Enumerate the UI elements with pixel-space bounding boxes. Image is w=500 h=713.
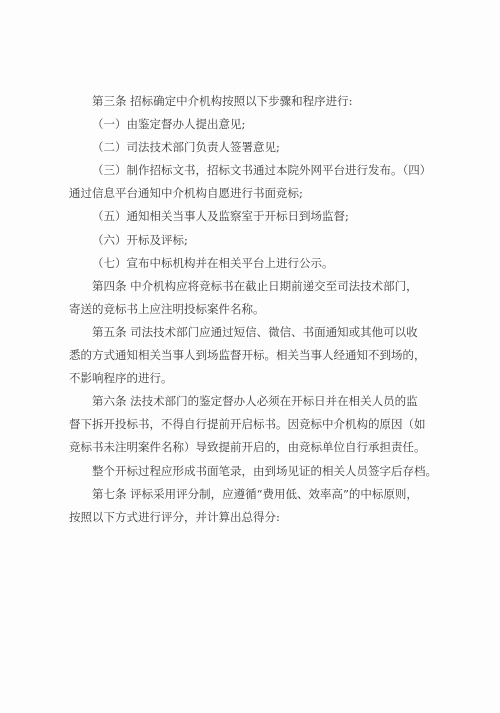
article-3-item-5: （五）通知相关当事人及监察室于开标日到场监督; — [92, 209, 349, 224]
article-4-line-2: 寄送的竞标书上应注明投标案件名称。 — [69, 301, 265, 316]
article-3-item-1: （一）由鉴定督办人提出意见; — [92, 117, 246, 132]
article-5-line-1: 第五条 司法技术部门应通过短信、微信、书面通知或其他可以收 — [92, 324, 418, 339]
article-4-line-1: 第四条 中介机构应将竞标书在截止日期前递交至司法技术部门， — [92, 278, 418, 293]
article-6-line-4: 整个开标过程应形成书面笔录，由到场见证的相关人员签字后存档。 — [92, 463, 437, 478]
article-3-heading: 第三条 招标确定中介机构按照以下步骤和程序进行: — [92, 94, 353, 108]
article-3-item-6: （六）开标及评标; — [92, 232, 188, 247]
article-5-line-2: 悉的方式通知相关当事人到场监督开标。相关当事人经通知不到场的， — [69, 348, 426, 363]
article-6-line-1: 第六条 法技术部门的鉴定督办人必须在开标日并在相关人员的监 — [92, 394, 418, 409]
article-3-item-4-cont: 通过信息平台通知中介机构自愿进行书面竞标; — [69, 186, 303, 201]
article-6-line-3: 竞标书未注明案件名称）导致提前开启的，由竞标单位自行承担责任。 — [69, 440, 426, 455]
article-6-line-2: 督下拆开投标书，不得自行提前开启标书。因竞标中介机构的原因（如 — [69, 417, 426, 432]
article-7-line-2: 按照以下方式进行评分，并计算出总得分: — [69, 509, 280, 524]
article-3-item-2: （二）司法技术部门负责人签署意见; — [92, 140, 280, 155]
article-5-line-3: 不影响程序的进行。 — [69, 371, 173, 386]
article-7-line-1: 第七条 评标采用评分制，应遵循“费用低、效率高”的中标原则， — [92, 486, 418, 501]
article-3-item-7: （七）宣布中标机构并在相关平台上进行公示。 — [92, 255, 334, 270]
document-body — [69, 90, 472, 529]
article-3-item-3: （三）制作招标文书，招标文书通过本院外网平台进行发布。（四） — [92, 163, 432, 178]
